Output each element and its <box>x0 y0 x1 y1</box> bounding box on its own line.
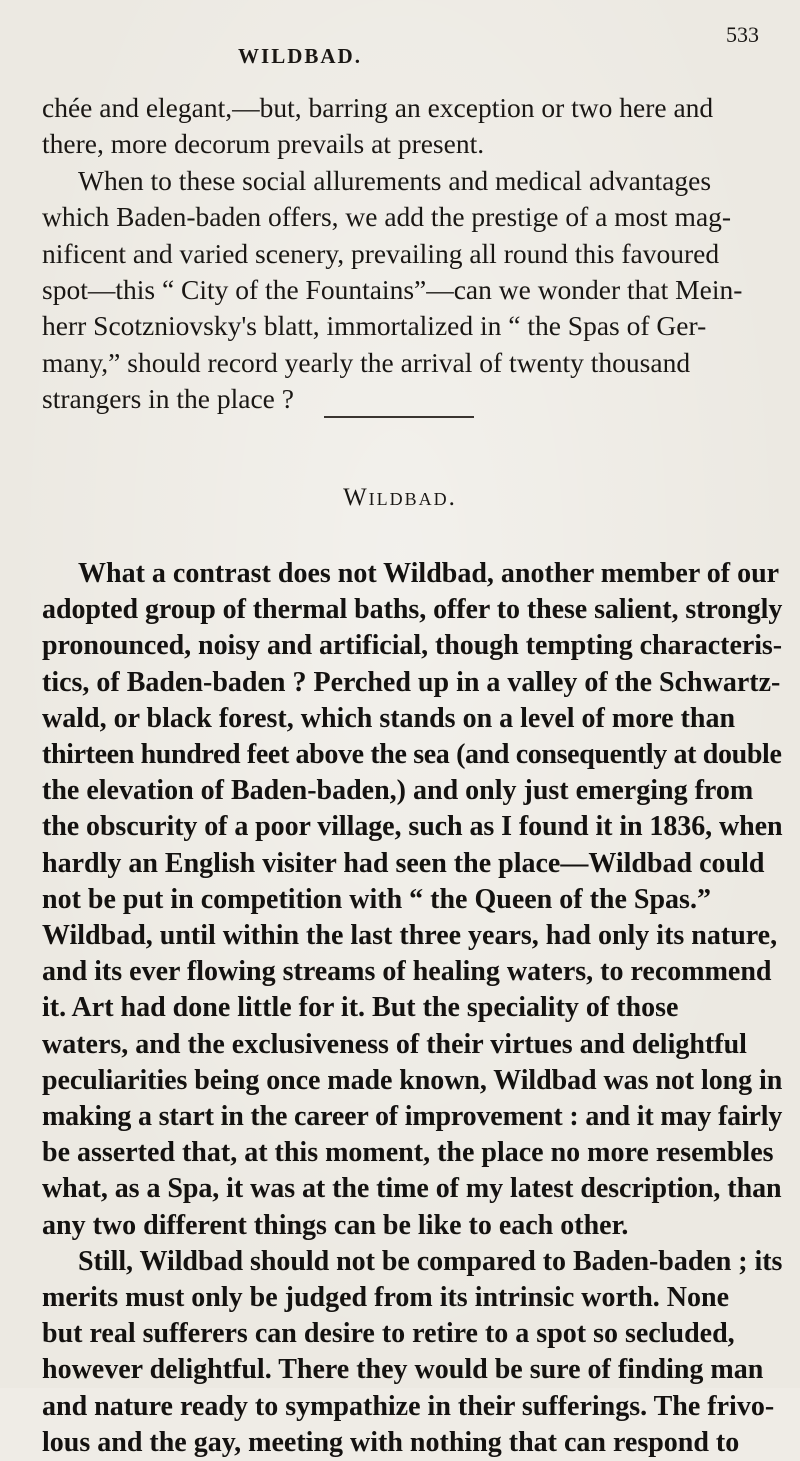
text-line: hardly an English visiter had seen the place—Wildbad could <box>42 847 765 879</box>
text-line: lous and the gay, meeting with nothing that can respond to <box>42 1426 740 1458</box>
text-line: which Baden-baden offers, we add the prestige of a most mag- <box>42 201 732 233</box>
text-line: waters, and the exclusiveness of their virtues and delightful <box>42 1028 747 1060</box>
paragraph-wildbad <box>42 556 782 1461</box>
text-line: and nature ready to sympathize in their sufferings. The frivo- <box>42 1390 775 1422</box>
text-line: chée and elegant,—but, barring an exception or two here and <box>42 92 714 123</box>
text-line: merits must only be judged from its intrinsic worth. None <box>42 1282 730 1314</box>
text-line: herr Scotzniovsky's blatt, immortalized in “ the Spas of Ger- <box>42 310 707 342</box>
text-line: any two different things can be like to each other. <box>42 1209 629 1241</box>
text-line: spot—this “ City of the Fountains”—can we wonder that Mein- <box>42 274 743 306</box>
text-line: and its ever flowing streams of healing waters, to recommend <box>42 956 772 988</box>
text-line: the elevation of Baden-baden,) and only just emerging from <box>42 775 754 807</box>
section-divider-rule <box>324 416 474 418</box>
paragraph-baden-baden <box>42 90 782 418</box>
text-line: however delightful. There they would be sure of finding man <box>42 1354 764 1386</box>
text-line: what, as a Spa, it was at the time of my latest description, than <box>42 1173 782 1205</box>
section-heading: Wildbad. <box>343 484 457 511</box>
page-number: 533 <box>726 22 759 47</box>
text-line: thirteen hundred feet above the sea (and consequently at double <box>42 739 782 771</box>
text-line: many,” should record yearly the arrival of twenty thousand <box>42 346 691 378</box>
text-line: strangers in the place ? <box>42 383 294 415</box>
text-line: be asserted that, at this moment, the place no more resembles <box>42 1137 774 1169</box>
text-line: What a contrast does not Wildbad, another member of our <box>78 558 780 589</box>
text-line: peculiarities being once made known, Wildbad was not long in <box>42 1064 783 1096</box>
text-line: the obscurity of a poor village, such as I found it in 1836, when <box>42 811 783 843</box>
text-line: but real sufferers can desire to retire to a spot so secluded, <box>42 1318 735 1350</box>
text-line: Wildbad, until within the last three years, had only its nature, <box>42 920 778 952</box>
text-line: adopted group of thermal baths, offer to these salient, strongly <box>42 594 783 626</box>
text-line: there, more decorum prevails at present. <box>42 128 485 160</box>
text-line: making a start in the career of improvement : and it may fairly <box>42 1101 783 1133</box>
text-line: not be put in competition with “ the Queen of the Spas.” <box>42 883 711 915</box>
running-head: WILDBAD. <box>238 44 362 68</box>
text-line: When to these social allurements and medical advantages <box>78 164 712 196</box>
text-line: tics, of Baden-baden ? Perched up in a valley of the Schwartz- <box>42 666 781 698</box>
text-line: wald, or black forest, which stands on a level of more than <box>42 702 736 734</box>
text-line: Still, Wildbad should not be compared to Baden-baden ; its <box>78 1245 783 1277</box>
text-line: it. Art had done little for it. But the speciality of those <box>42 992 679 1024</box>
text-line: pronounced, noisy and artificial, though tempting characteris- <box>42 630 783 662</box>
text-line: nificent and varied scenery, prevailing all round this favoured <box>42 237 720 269</box>
